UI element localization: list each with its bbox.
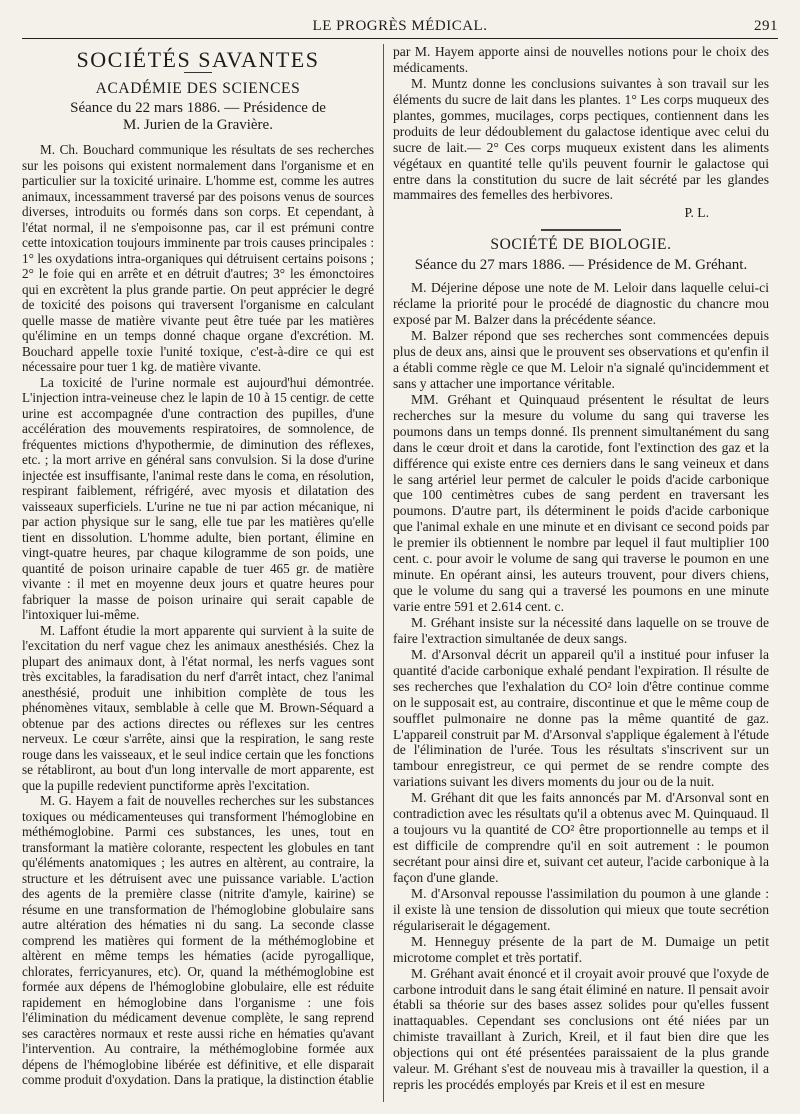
- session-date: [22, 100, 374, 134]
- paragraph-grehant-1: M. Gréhant insiste sur la nécessité dans laquelle on se trouve de faire l'extraction simultanée de deux sangs.: [393, 614, 769, 646]
- section-heading: SOCIÉTÉS SAVANTES: [76, 47, 320, 72]
- paragraph-balzer: M. Balzer répond que ses recherches sont commencées depuis plus de deux ans, ainsi que le prouvent ses observations et qu'enfin il a établi comme règle ce que M. Leloir n'a signalé qu'incidemment et sans y attacher une importance véritable.: [393, 328, 769, 391]
- paragraph-toxicity: La toxicité de l'urine normale est aujourd'hui démontrée. L'injection intra-veineuse chez le lapin de 10 à 15 centigr. de cette urine est accompagnée d'une contraction des pupilles, d'une accélération des mouvements respiratoires, de somnolence, de fréquentes mictions d'hypothermie, de diminution des réflexes, etc. ; la mort arrive en général sans convulsion. Si la dose d'urine injectée est insuffisante, l'animal reste dans le coma, en résolution, respirant faiblement, réfrigéré, avec myosis et dilatation des vaisseaux superficiels. L'urine ne tue ni par action mécanique, ni par action physique sur le sang, elle tue par les matières qu'elle tient en dissolution. L'homme adulte, bien portant, élimine en vingt-quatre heures, par chaque kilogramme de son poids, une quantité de poison urinaire capable de tuer 465 gr. de matière vivante : il met en moyenne deux jours et quatre heures pour fabriquer la masse de poison urinaire qui serait capable de l'intoxiquer lui-même.: [22, 374, 374, 623]
- paragraph-grehant-3: M. Gréhant avait énoncé et il croyait avoir prouvé que l'oxyde de carbone introduit dans le sang était éliminé en nature. Il pensait avoir établi sa théorie sur des bases assez solides pour qu'elles fussent inattaquables. Cependant ses conclusions ont été niées par un chimiste travaillant à Zurich, Kreil, et il faut bien dire que les objections qui ont été présentées paraissaient de la plus grande valeur. M. Gréhant s'est de nouveau mis à travailler la question, il a repris les procédés employés par Kreis et il est en mesure: [393, 965, 769, 1093]
- section-separator: [541, 229, 621, 231]
- author-signature: P. L.: [684, 205, 709, 221]
- paragraph-arsonval-2: M. d'Arsonval repousse l'assimilation du poumon à une glande : il existe là une tension de dissolution qui mieux que toute secrétion régulariserait le dégagement.: [393, 885, 769, 933]
- paragraph-arsonval-1: M. d'Arsonval décrit un appareil qu'il a institué pour infuser la quantité d'acide carbonique exhalé pendant l'expiration. Il résulte de ses recherches que l'exhalation du CO² loin d'être continue comme on le supposait est, au contraire, discontinue et que le même coup de soufflet pulmonaire ne donne pas la même quantité de gaz. L'appareil construit par M. d'Arsonval s'applique également à l'étude de l'élimination de l'urée. Tous les résultats s'inscrivent sur un tambour enregistreur, ce qui permet de se rendre compte des variations suivant les divers moments du jour ou de la nuit.: [393, 646, 769, 790]
- paragraph-laffont: M. Laffont étudie la mort apparente qui survient à la suite de l'excitation du nerf vague chez les animaux anesthésiés. Chez la plupart des animaux dont, à l'état normal, les nerfs vagues sont très excitables, la faradisation du nerf d'arrêt intact, chez l'animal anesthésié, produit une inhibition complète de tous les phénomènes vitaux, semblable à celle que M. Brown-Séquard a obtenue par des actions directes ou réflexes sur les centres nerveux. Le cœur s'arrête, ainsi que la respiration, le sang reste rouge dans les vaisseaux, et le seul indice certain que les fonctions se rétabliront, au bout d'un long intervalle de mort apparente, est que la pupille redevient punctiforme après l'excitation.: [22, 622, 374, 793]
- session-date-biologie: Séance du 27 mars 1886. — Présidence de M. Gréhant.: [414, 257, 748, 274]
- society-name: ACADÉMIE DES SCIENCES: [95, 79, 301, 97]
- paragraph-grehant-quinquaud: MM. Gréhant et Quinquaud présentent le résultat de leurs recherches sur la mesure du volume du sang qui traverse les poumons dans un temps donné. Ils prennent simultanément du sang dans le cœur droit et dans la carotide, font l'extinction des gaz et la différence qui existe entre ces derniers dans le sang veineux et dans le sang artériel leur permet de calculer le poids d'acide carbonique que 100 centimètres cubes de sang perdent en traversant les poumons. D'autre part, ils déterminent le poids d'acide carbonique que l'animal exhale en une minute et en divisant ce second poids par le premier ils obtiennent le nombre par lequel il faut multiplier 100 cent. c. pour avoir le volume de sang qui traverse le poumon en une minute. En opérant ainsi, les auteurs trouvent, pour divers chiens, que le volume du sang qui a traversé les poumons en une minute varie entre 591 et 2.614 cent. c.: [393, 391, 769, 614]
- session-line-2: M. Jurien de la Gravière.: [123, 117, 273, 134]
- paragraph-hayem: M. G. Hayem a fait de nouvelles recherches sur les substances toxiques ou médicamenteuses qui transforment l'hémoglobine en méthémoglobine. Parmi ces substances, les unes, tout en transformant la matière colorante, respectent les globules en tant qu'éléments anatomiques ; les autres en altèrent, au contraire, la structure et les détruisent avec une puissance variable. L'action des agents de la première classe (nitrite d'amyle, kairine) se résume en une transformation de l'hémoglobine globulaire sans autre altération des hématies ni du sang. La seconde classe comprend les matières qui forment de la méthémoglobine et altèrent en même temps les hématies (acide pyrogallique, chlorates, ferricyanures, etc). Or, quand la méthémoglobine est formée aux dépens de l'hémoglobine globulaire, elle est réduite rapidement en hémoglobine dans l'organisme : une fois l'élimination du médicament devenue complète, le sang reprend ses caractères normaux et reste aussi riche en hématies qu'avant l'intervention. Au contraire, la méthémoglobine formée aux dépens de l'hémoglobine libérée est définitive, et elle disparait comme produit d'oxydation. Dans la pratique, la distinction établie: [22, 793, 374, 1088]
- paragraph-muntz: M. Muntz donne les conclusions suivantes à son travail sur les éléments du sucre de lait dans les plantes. 1° Les corps muqueux des plantes, gommes, mucilages, corps pectiques, contiennent dans les produits de leur dédoublement du galactose identique avec celui du sucre de lait.— 2° Ces corps muqueux existent dans les aliments végétaux en quantité telle qu'ils peuvent fournir le galactose qui entre dans la constitution du sucre de lait sécrété par les glandes mammaires des femelles des herbivores.: [393, 75, 769, 203]
- society-name-biologie: SOCIÉTÉ DE BIOLOGIE.: [490, 236, 672, 254]
- paragraph-grehant-2: M. Gréhant dit que les faits annoncés par M. d'Arsonval sont en contradiction avec les résultats qu'il a obtenus avec M. Quinquaud. Il a toujours vu la quantité de CO² être proportionnelle au temps et il est difficile de comprendre qu'il en soit autrement : le poumon secrétant pour ainsi dire et, suivant cet auteur, l'acide carbonique à la façon d'une glande.: [393, 790, 769, 885]
- page-number: 291: [754, 18, 778, 34]
- session-line-1: Séance du 22 mars 1886. — Présidence de: [70, 100, 326, 117]
- journal-title: LE PROGRÈS MÉDICAL.: [312, 18, 488, 34]
- column-divider: [383, 44, 384, 1102]
- running-header: [22, 14, 778, 39]
- left-column: [22, 44, 374, 1088]
- paragraph-dejerine: M. Déjerine dépose une note de M. Leloir dans laquelle celui-ci réclame la priorité pour le procédé de diagnostic du chancre mou exposé par M. Balzer dans la précédente séance.: [393, 280, 769, 328]
- paragraph-henneguy: M. Henneguy présente de la part de M. Dumaige un petit microtome complet et très portatif.: [393, 933, 769, 965]
- paragraph-bouchard: M. Ch. Bouchard communique les résultats de ses recherches sur les poisons qui existent normalement dans l'organisme et en particulier sur la toxicité urinaire. L'homme est, comme les autres animaux, incessamment traversé par des poisons venus de sources diverses, introduits ou formés dans son corps. Et cependant, à l'état normal, il ne s'empoisonne pas, car il est prémuni contre cette intoxication toujours imminente par trois causes principales : 1° les oxydations intra-organiques qui détruisent certains poisons ; 2° le foie qui en arrête et en détruit d'autres; 3° les émonctoires qui en excrètent la plus grande partie. On peut apprécier le degré de toxicité des poisons qui traversent l'organisme en calculant quelle masse de matière vivante peut être tuée par les matières qu'élimine en un temps donné chaque organe d'excrétion. M. Bouchard appelle toxie l'unité toxique, c'est-à-dire ce qui est nécessaire pour tuer 1 kg. de matière vivante.: [22, 142, 374, 375]
- right-column: [393, 44, 769, 1093]
- paragraph-hayem-cont: par M. Hayem apporte ainsi de nouvelles notions pour le choix des médicaments.: [393, 44, 769, 75]
